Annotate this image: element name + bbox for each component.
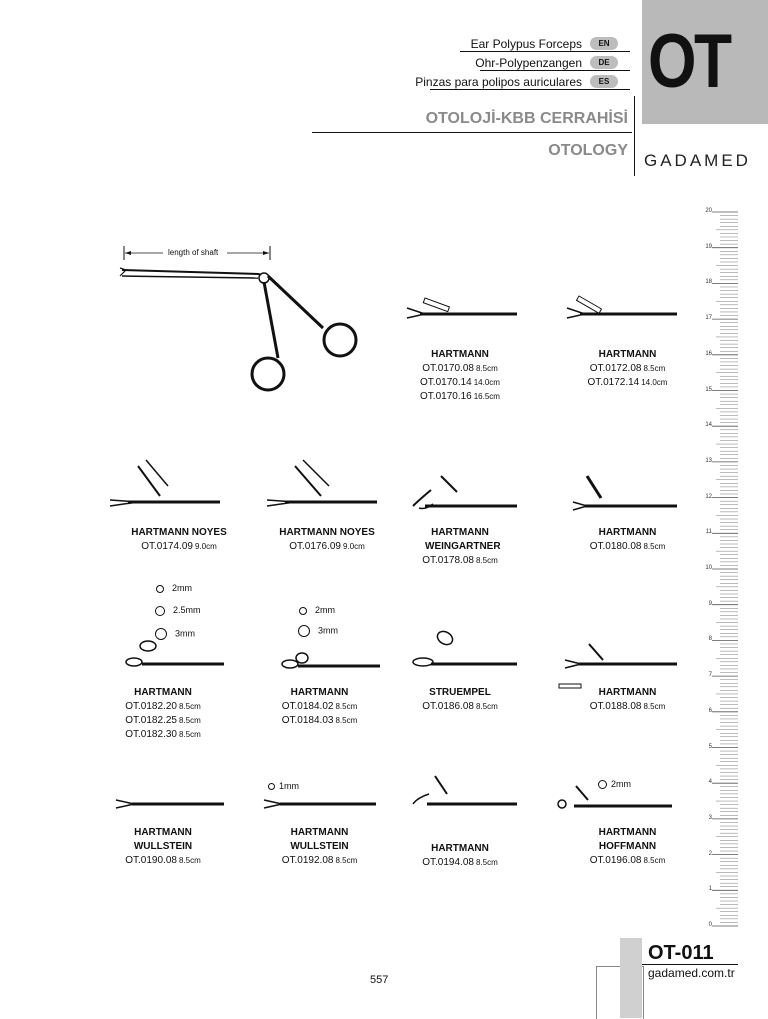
page-number: 557 [370,974,389,986]
title-underline [460,51,630,52]
ruler-label: 12 [705,493,712,500]
forceps-tip-illustration [555,634,680,694]
product-label [108,526,250,554]
ruler-label: 4 [708,779,712,786]
product-label [400,348,520,404]
product-name: HARTMANN [598,687,657,698]
product-code: OT.0172.08 8.5cm [589,363,666,374]
ruler-label: 14 [705,422,712,429]
language-row-es [400,74,630,91]
title-de: Ohr-Polypenzangen [475,56,582,70]
product-code: OT.0182.25 8.5cm [125,715,201,726]
product-code: OT.0176.09 9.0cm [289,541,365,552]
forceps-tip-illustration [108,456,223,518]
circle-icon [156,585,164,593]
product-name: HARTMANN [431,349,489,360]
category-english: OTOLOGY [548,142,628,159]
ruler-label: 9 [708,600,712,607]
product-size: 14.0cm [641,378,668,387]
product-name: HARTMANN NOYES [131,527,227,538]
product-size: 8.5cm [178,716,201,725]
product-label [108,826,218,868]
forceps-tip-illustration [405,472,520,518]
footer-gray-bar [620,938,642,1018]
product-size: 9.0cm [342,542,365,551]
product-code: OT.0178.08 8.5cm [422,555,498,566]
product-code: OT.0174.09 9.0cm [141,541,217,552]
ruler-label: 2 [708,850,712,857]
product-label [405,842,515,870]
product-name: STRUEMPEL [429,687,491,698]
product-code: OT.0170.14 14.0cm [420,377,500,388]
product-size: 8.5cm [475,858,498,867]
product-label [108,686,218,742]
product-size: 16.5cm [473,392,500,401]
cup-size-2mm: 2mm [598,779,631,789]
product-name: HARTMANN WULLSTEIN [133,827,193,852]
product-name: HARTMANN [431,843,489,854]
product-label [565,526,690,554]
product-size: 8.5cm [335,716,358,725]
product-code: OT.0186.08 8.5cm [422,701,498,712]
product-code: OT.0184.02 8.5cm [281,701,358,712]
product-name: HARTMANN NOYES [279,527,375,538]
product-label [565,686,690,714]
title-underline [480,70,630,71]
header-vertical-rule [634,96,635,176]
product-code: OT.0170.08 8.5cm [422,363,498,374]
product-size: 8.5cm [643,702,666,711]
forceps-tip-illustration [405,772,520,816]
forceps-tip-illustration [260,792,380,814]
product-label [262,826,377,868]
product-name: HARTMANN [598,527,657,538]
ruler-label: 13 [705,457,712,464]
circle-icon [268,783,275,790]
ruler-label: 0 [708,922,712,928]
ruler-label: 10 [705,565,712,571]
product-code: OT.0182.30 8.5cm [125,729,201,740]
product-size: 8.5cm [475,702,498,711]
ruler-label: 11 [705,529,712,536]
ruler-label: 16 [705,350,712,357]
lang-badge-en: EN [590,37,618,50]
product-code: OT.0170.16 16.5cm [420,391,500,402]
product-code: OT.0192.08 8.5cm [281,855,358,866]
page-code: OT-011 [648,942,714,964]
product-code: OT.0182.20 8.5cm [125,701,201,712]
cup-size-2-5mm: 2.5mm [155,605,201,616]
cup-size-3mm: 3mm [298,625,338,637]
title-es: Pinzas para polipos auriculares [415,75,582,89]
product-name: HARTMANN WULLSTEIN [290,827,349,852]
forceps-tip-illustration [405,628,520,676]
title-en: Ear Polypus Forceps [470,37,582,51]
product-size: 8.5cm [178,702,201,711]
circle-icon [155,628,167,640]
title-underline [430,89,630,90]
section-code: OT [648,19,730,104]
ruler-label: 20 [705,208,712,214]
brand-logo: GADAMED [644,151,751,170]
ruler-label: 17 [705,315,712,322]
forceps-tip-illustration [565,472,680,518]
language-titles [400,36,630,92]
product-label [262,526,392,554]
ruler-label: 19 [705,243,712,250]
forceps-tip-illustration [565,292,680,332]
section-code-block [642,0,768,124]
product-size: 8.5cm [475,364,498,373]
product-code: OT.0184.03 8.5cm [281,715,358,726]
main-forceps-illustration [118,262,378,432]
ruler-label: 5 [708,743,712,750]
shaft-length-label: length of shaft [168,248,219,257]
ruler-label: 15 [705,386,712,393]
product-size: 8.5cm [178,856,201,865]
product-label [405,526,515,568]
category-divider [312,132,632,133]
product-size: 8.5cm [335,856,358,865]
product-label [405,686,515,714]
product-name: HARTMANN [290,687,349,698]
product-label [565,826,690,868]
product-code: OT.0196.08 8.5cm [589,855,666,866]
product-size: 8.5cm [475,556,498,565]
forceps-tip-illustration [405,292,520,332]
product-size: 8.5cm [643,542,666,551]
product-code: OT.0188.08 8.5cm [589,701,666,712]
cup-size-2mm: 2mm [156,583,192,593]
product-size: 14.0cm [473,378,500,387]
product-code: OT.0194.08 8.5cm [422,857,498,868]
forceps-tip-illustration [112,792,227,814]
ruler-label: 6 [708,707,712,714]
category-turkish: OTOLOJİ-KBB CERRAHİSİ [425,110,628,127]
product-size: 8.5cm [178,730,201,739]
cup-size-1mm: 1mm [268,781,299,791]
website-url: gadamed.com.tr [648,966,735,980]
product-name: HARTMANN [134,687,192,698]
language-row-de [400,55,630,72]
circle-icon [598,780,607,789]
product-size: 8.5cm [643,856,666,865]
product-name: HARTMANN [598,349,657,360]
language-row-en [400,36,630,53]
circle-icon [155,606,165,616]
product-name: HARTMANN WEINGARTNER [425,527,501,552]
product-code: OT.0172.14 14.0cm [587,377,668,388]
forceps-tip-illustration [265,456,380,518]
product-size: 8.5cm [335,702,358,711]
lang-badge-de: DE [590,56,618,69]
product-name: HARTMANN HOFFMANN [598,827,657,852]
cup-size-3mm: 3mm [155,628,195,640]
product-label [565,348,690,390]
product-size: 9.0cm [194,542,217,551]
circle-icon [299,607,307,615]
lang-badge-es: ES [590,75,618,88]
ruler-label: 7 [708,672,712,679]
ruler-label: 3 [708,814,712,821]
forceps-tip-illustration [268,644,383,676]
circle-icon [298,625,310,637]
ruler-ticks [712,210,738,930]
ruler-label: 8 [708,636,712,643]
product-label [262,686,377,728]
cup-size-2mm: 2mm [299,605,335,615]
measurement-ruler [705,208,738,930]
product-code: OT.0180.08 8.5cm [589,541,666,552]
ruler-label: 18 [705,279,712,286]
ruler-label: 1 [708,886,712,893]
product-code: OT.0190.08 8.5cm [125,855,201,866]
product-size: 8.5cm [643,364,666,373]
